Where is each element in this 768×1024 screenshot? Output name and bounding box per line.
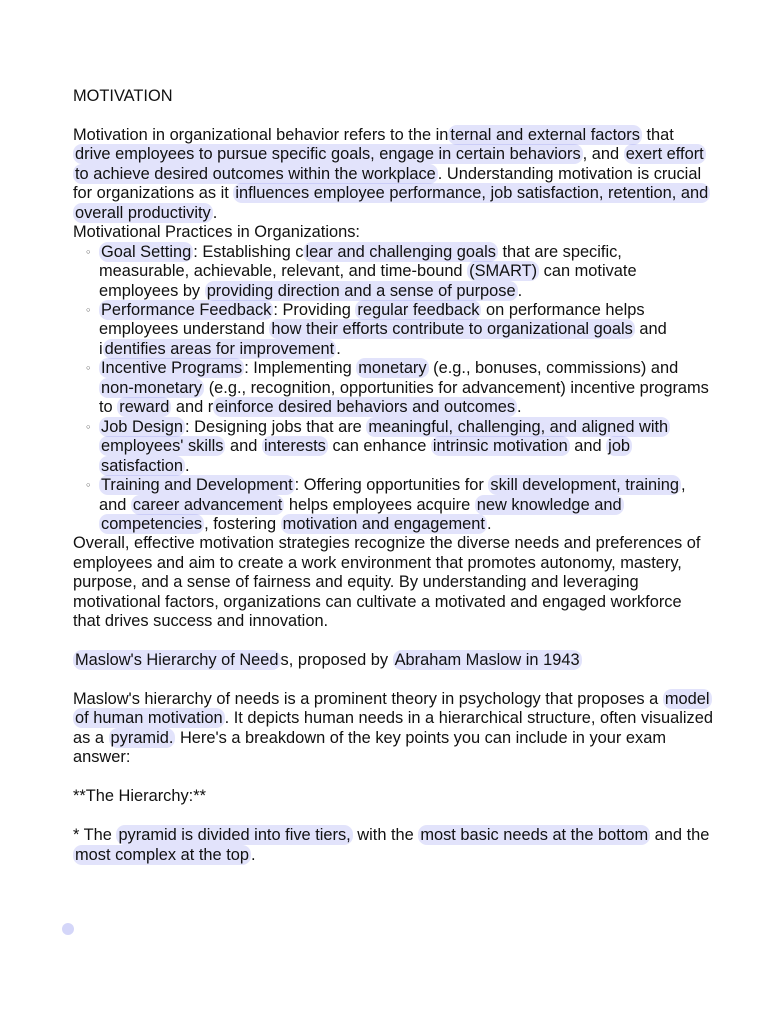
highlighted-text: job satisfaction xyxy=(101,437,631,475)
highlighted-text: Training and Development xyxy=(101,476,293,495)
highlighted-text: einforce desired behaviors and outcomes xyxy=(215,398,516,417)
practice-performance-feedback: ◦ Performance Feedback : Providing regular feedback on performance helps employees understand how their efforts contribute to organizational goals and i dentifies areas for improvement . xyxy=(73,301,713,359)
hierarchy-point: * The pyramid is divided into five tiers, with the most basic needs at the bottom and the most complex at the top . xyxy=(73,826,710,864)
overall-paragraph: Overall, effective motivation strategies recognize the diverse needs and preferences of employees and aim to create a work environment that promotes autonomy, mastery, purpose, and a sense of fairness and equity. By understanding and leveraging motivational factors, organizations can cultivate a motivated and engaged workforce that drives success and innovation. xyxy=(73,534,701,631)
practice-training-development: ◦ Training and Development : Offering opportunities for skill development, training , and career advancement helps employees acquire new knowledge and competencies , fostering motivation and engagement . xyxy=(73,476,713,534)
intro-paragraph: Motivation in organizational behavior refers to the in ternal and external factors that drive employees to pursue specific goals, engage in certain behaviors , and exert effort to achieve desired outcomes within the workplace . Understanding motivation is crucial for organizations as it influences employee performance, job satisfaction, retention, and overall productivity . xyxy=(73,125,709,222)
highlighted-text: how their efforts contribute to organizational goals xyxy=(271,320,633,339)
highlighted-text: reward xyxy=(119,398,170,417)
practice-job-design: ◦ Job Design : Designing jobs that are meaningful, challenging, and aligned with employees' skills and interests can enhance intrinsic motivation and job satisfaction . xyxy=(73,418,713,476)
highlighted-text: dentifies areas for improvement xyxy=(104,339,335,358)
practice-incentive-programs: ◦ Incentive Programs : Implementing monetary (e.g., bonuses, commissions) and non-monetary (e.g., recognition, opportunities for advancement) incentive programs to reward and r einforce desired behaviors and outcomes . xyxy=(73,359,713,417)
highlighted-text: interests xyxy=(263,437,326,456)
maslow-intro-paragraph: Maslow's hierarchy of needs is a prominent theory in psychology that proposes a model of human motivation . It depicts human needs in a hierarchical structure, often visualized as a pyramid. Here's a breakdown of the key points you can include in your exam answer: xyxy=(73,690,713,767)
practice-goal-setting: ◦ Goal Setting : Establishing c lear and challenging goals that are specific, measurable, achievable, relevant, and time-bound (SMART) can motivate employees by providing direction and a sense of purpose . xyxy=(73,243,713,301)
highlighted-text: new knowledge and competencies xyxy=(101,495,622,533)
highlighted-text: drive employees to pursue specific goals, engage in certain behaviors xyxy=(75,145,581,164)
highlighted-text: ternal and external factors xyxy=(450,125,640,144)
highlighted-text: monetary xyxy=(358,359,427,378)
highlighted-text: most basic needs at the bottom xyxy=(420,826,649,845)
highlighted-text: lear and challenging goals xyxy=(305,242,496,261)
highlighted-text: intrinsic motivation xyxy=(432,437,568,456)
highlighted-text: Performance Feedback xyxy=(101,300,272,319)
highlighted-text: skill development, training xyxy=(490,476,679,495)
highlighted-text: Maslow's Hierarchy of Need xyxy=(75,651,279,670)
highlighted-text: motivation and engagement xyxy=(282,514,485,533)
document-page xyxy=(73,87,713,865)
highlighted-text: providing direction and a sense of purpose xyxy=(206,281,516,300)
highlighted-text: influences employee performance, job satisfaction, retention, and overall productivity xyxy=(75,184,709,222)
highlighted-text: pyramid. xyxy=(110,728,174,747)
highlighted-text: pyramid is divided into five tiers, xyxy=(118,826,351,845)
highlighter-stroke-end xyxy=(62,923,74,935)
highlighted-text: Abraham Maslow in 1943 xyxy=(394,651,580,670)
highlighted-text: exert effort to achieve desired outcomes within the workplace xyxy=(75,145,704,183)
document-title: MOTIVATION xyxy=(73,87,173,105)
highlighted-text: meaningful, challenging, and aligned with employees' skills xyxy=(101,417,669,456)
highlighted-text: Goal Setting xyxy=(101,242,192,261)
practices-list xyxy=(73,243,713,535)
highlighted-text: model of human motivation xyxy=(75,690,710,728)
highlighted-text: Incentive Programs xyxy=(101,359,243,378)
maslow-heading: Maslow's Hierarchy of Need s, proposed by Abraham Maslow in 1943 xyxy=(75,651,580,670)
highlighted-text: Job Design xyxy=(101,417,184,436)
highlighted-text: career advancement xyxy=(132,495,283,514)
highlighted-text: regular feedback xyxy=(357,300,480,319)
highlighted-text: non-monetary xyxy=(101,378,203,397)
highlighted-text: (SMART) xyxy=(469,262,538,281)
hierarchy-label: **The Hierarchy:** xyxy=(73,787,206,806)
practices-heading: Motivational Practices in Organizations: xyxy=(73,223,360,242)
highlighted-text: most complex at the top xyxy=(75,845,250,864)
